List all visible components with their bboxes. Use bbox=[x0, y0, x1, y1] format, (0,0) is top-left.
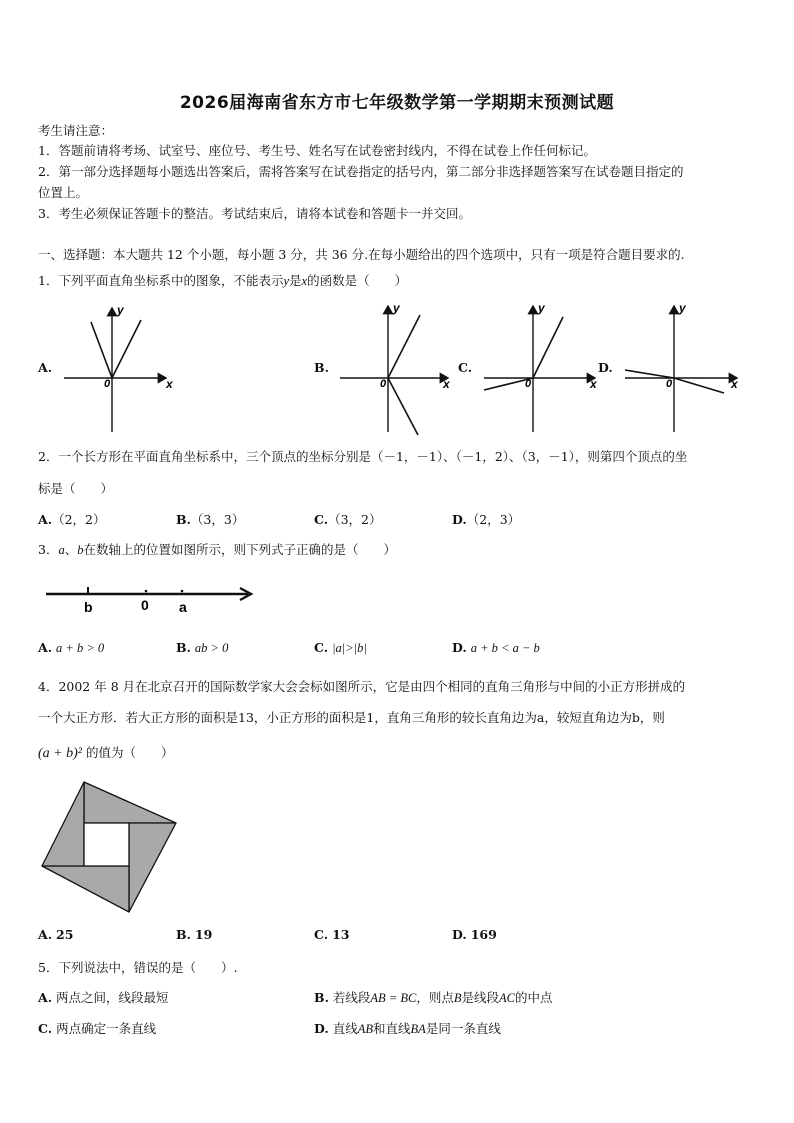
q4-option-c bbox=[314, 927, 349, 942]
q1-graph-c bbox=[484, 301, 598, 432]
q5-option-c-label: C. bbox=[38, 1021, 53, 1036]
q5-stem: 5．下列说法中，错误的是（ ）. bbox=[38, 960, 238, 975]
q4-option-d-text: 169 bbox=[470, 927, 497, 942]
q4-expr: (a + b)² bbox=[38, 746, 82, 761]
q3-option-a-text: a + b > 0 bbox=[56, 641, 105, 655]
q3-option-a-label: A. bbox=[38, 640, 53, 655]
q3-option-c-label: C. bbox=[314, 640, 329, 655]
q2-option-d-label: D. bbox=[452, 512, 467, 527]
q3-label-a: a bbox=[179, 599, 187, 615]
notice-item-2-cont: 位置上。 bbox=[38, 185, 89, 200]
q3-num: 3． bbox=[38, 542, 59, 557]
q2-option-a bbox=[38, 510, 105, 528]
q5-option-a bbox=[38, 988, 169, 1006]
q4-option-b-label: B. bbox=[176, 927, 191, 942]
q2-option-c-label: C. bbox=[314, 512, 329, 527]
q4-option-c-label: C. bbox=[314, 927, 329, 942]
q5-d-post: 是同一条直线 bbox=[425, 1021, 501, 1036]
q1-stem bbox=[38, 271, 407, 289]
q3-option-d-label: D. bbox=[452, 640, 467, 655]
q1-graphs bbox=[0, 290, 794, 440]
notice-heading: 考生请注意： bbox=[38, 123, 114, 138]
q2-option-d bbox=[452, 510, 520, 528]
q1-a-origin: 0 bbox=[104, 378, 111, 390]
q4-option-b bbox=[176, 927, 212, 942]
q1-graph-b bbox=[340, 301, 451, 435]
q3-label-b: b bbox=[84, 599, 93, 615]
q4-stem-line3 bbox=[38, 743, 173, 762]
q2-option-b-label: B. bbox=[176, 512, 191, 527]
q4-option-a bbox=[38, 927, 73, 942]
q4-option-d-label: D. bbox=[452, 927, 467, 942]
q2-option-c-text: （3，2） bbox=[328, 512, 382, 527]
q4-option-d bbox=[452, 927, 497, 942]
q3-var-a: a bbox=[58, 543, 65, 557]
q1-graph-d bbox=[625, 301, 739, 432]
q3-sep: 、 bbox=[64, 542, 78, 557]
q1-a-y-label: y bbox=[117, 303, 124, 317]
q1-d-x-label: x bbox=[731, 377, 738, 391]
q1-option-a-label: A. bbox=[38, 360, 53, 375]
q4-figure-logo bbox=[30, 770, 180, 920]
q5-option-b bbox=[314, 988, 553, 1006]
q5-d-m2: BA bbox=[410, 1022, 426, 1036]
q1-c-origin: 0 bbox=[525, 378, 532, 390]
notice-item-2: 2．第一部分选择题每小题选出答案后，需将答案写在试卷指定的括号内，第二部分非选择题答案写在试卷题目指定的 bbox=[38, 164, 684, 179]
q1-var-y: y bbox=[283, 274, 290, 288]
q3-stem-rest: 在数轴上的位置如图所示，则下列式子正确的是（ ） bbox=[83, 542, 396, 557]
q4-option-b-text: 19 bbox=[194, 927, 213, 942]
q5-option-c-text: 两点确定一条直线 bbox=[56, 1021, 157, 1036]
q2-option-a-text: （2，2） bbox=[52, 512, 106, 527]
q1-var-x: x bbox=[301, 274, 308, 288]
q3-option-c-text: |a|>|b| bbox=[332, 641, 367, 655]
q3-option-b-text: ab > 0 bbox=[194, 641, 229, 655]
q4-option-a-text: 25 bbox=[56, 927, 74, 942]
q3-var-b: b bbox=[77, 543, 84, 557]
q5-option-d-label: D. bbox=[314, 1021, 329, 1036]
q3-option-c bbox=[314, 640, 367, 656]
q3-option-d-text: a + b < a − b bbox=[470, 641, 540, 655]
q4-stem-line1: 4．2002 年 8 月在北京召开的国际数学家大会会标如图所示，它是由四个相同的直角三角形与中间的小正方形拼成的 bbox=[38, 679, 686, 694]
q4-option-a-label: A. bbox=[38, 927, 53, 942]
q5-b-post: 的中点 bbox=[515, 990, 553, 1005]
q1-d-origin: 0 bbox=[666, 378, 673, 390]
q2-option-c bbox=[314, 510, 382, 528]
q5-d-m1: AB bbox=[357, 1022, 374, 1036]
q1-stem-b: 是 bbox=[289, 273, 302, 288]
q5-option-a-text: 两点之间，线段最短 bbox=[56, 990, 169, 1005]
q4-stem3: 的值为（ ） bbox=[85, 745, 174, 760]
q5-b-pre: 若线段 bbox=[332, 990, 371, 1005]
q3-stem bbox=[38, 540, 396, 558]
q1-b-origin: 0 bbox=[380, 378, 387, 390]
q1-b-y-label: y bbox=[393, 301, 400, 315]
q1-stem-c: 的函数是（ ） bbox=[307, 273, 408, 288]
q1-c-x-label: x bbox=[590, 377, 597, 391]
q2-option-b bbox=[176, 510, 244, 528]
q5-b-mid2: 是线段 bbox=[461, 990, 500, 1005]
q4-option-c-text: 13 bbox=[332, 927, 350, 942]
q5-option-d bbox=[314, 1019, 501, 1037]
q5-option-c bbox=[38, 1019, 156, 1037]
q3-option-b-label: B. bbox=[176, 640, 191, 655]
q5-b-m1: AB = BC bbox=[370, 991, 417, 1005]
q1-stem-a: 1．下列平面直角坐标系中的图象，不能表示 bbox=[38, 273, 284, 288]
q2-option-d-text: （2，3） bbox=[466, 512, 521, 527]
q5-b-m2: B bbox=[453, 991, 462, 1005]
q5-d-mid: 和直线 bbox=[373, 1021, 411, 1036]
q1-option-b-label: B. bbox=[314, 360, 329, 375]
q1-c-y-label: y bbox=[538, 301, 545, 315]
q1-d-y-label: y bbox=[679, 301, 686, 315]
q3-option-d bbox=[452, 640, 540, 656]
page-title: 2026届海南省东方市七年级数学第一学期期末预测试题 bbox=[179, 93, 615, 113]
q3-number-line bbox=[0, 578, 794, 618]
q1-a-x-label: x bbox=[166, 377, 173, 391]
q1-graph-a bbox=[64, 303, 174, 432]
q1-option-c-label: C. bbox=[458, 360, 473, 375]
q5-b-mid: ，则点 bbox=[416, 990, 454, 1005]
q2-stem-line2: 标是（ ） bbox=[38, 481, 114, 496]
q3-label-zero: 0 bbox=[141, 597, 149, 613]
q1-option-d-label: D. bbox=[598, 360, 613, 375]
q3-option-a bbox=[38, 640, 104, 656]
q5-option-a-label: A. bbox=[38, 990, 53, 1005]
q5-option-b-label: B. bbox=[314, 990, 329, 1005]
section-heading: 一、选择题：本大题共 12 个小题，每小题 3 分，共 36 分.在每小题给出的四个选项中，只有一项是符合题目要求的. bbox=[38, 247, 685, 262]
q5-b-m3: AC bbox=[499, 991, 516, 1005]
notice-item-3: 3．考生必须保证答题卡的整洁。考试结束后，请将本试卷和答题卡一并交回。 bbox=[38, 206, 471, 221]
q2-option-b-text: （3，3） bbox=[190, 512, 245, 527]
q4-stem-line2: 一个大正方形．若大正方形的面积是13，小正方形的面积是1，直角三角形的较长直角边为a，较短直角边为b，则 bbox=[38, 710, 665, 725]
q5-d-pre: 直线 bbox=[332, 1021, 358, 1036]
q3-option-b bbox=[176, 640, 228, 656]
notice-item-1: 1．答题前请将考场、试室号、座位号、考生号、姓名写在试卷密封线内，不得在试卷上作任何标记。 bbox=[38, 143, 596, 158]
q1-b-x-label: x bbox=[443, 377, 450, 391]
q2-stem-line1: 2．一个长方形在平面直角坐标系中，三个顶点的坐标分别是（－1，－1）、（－1，2）、（3，－1），则第四个顶点的坐 bbox=[38, 449, 688, 464]
q2-option-a-label: A. bbox=[38, 512, 53, 527]
